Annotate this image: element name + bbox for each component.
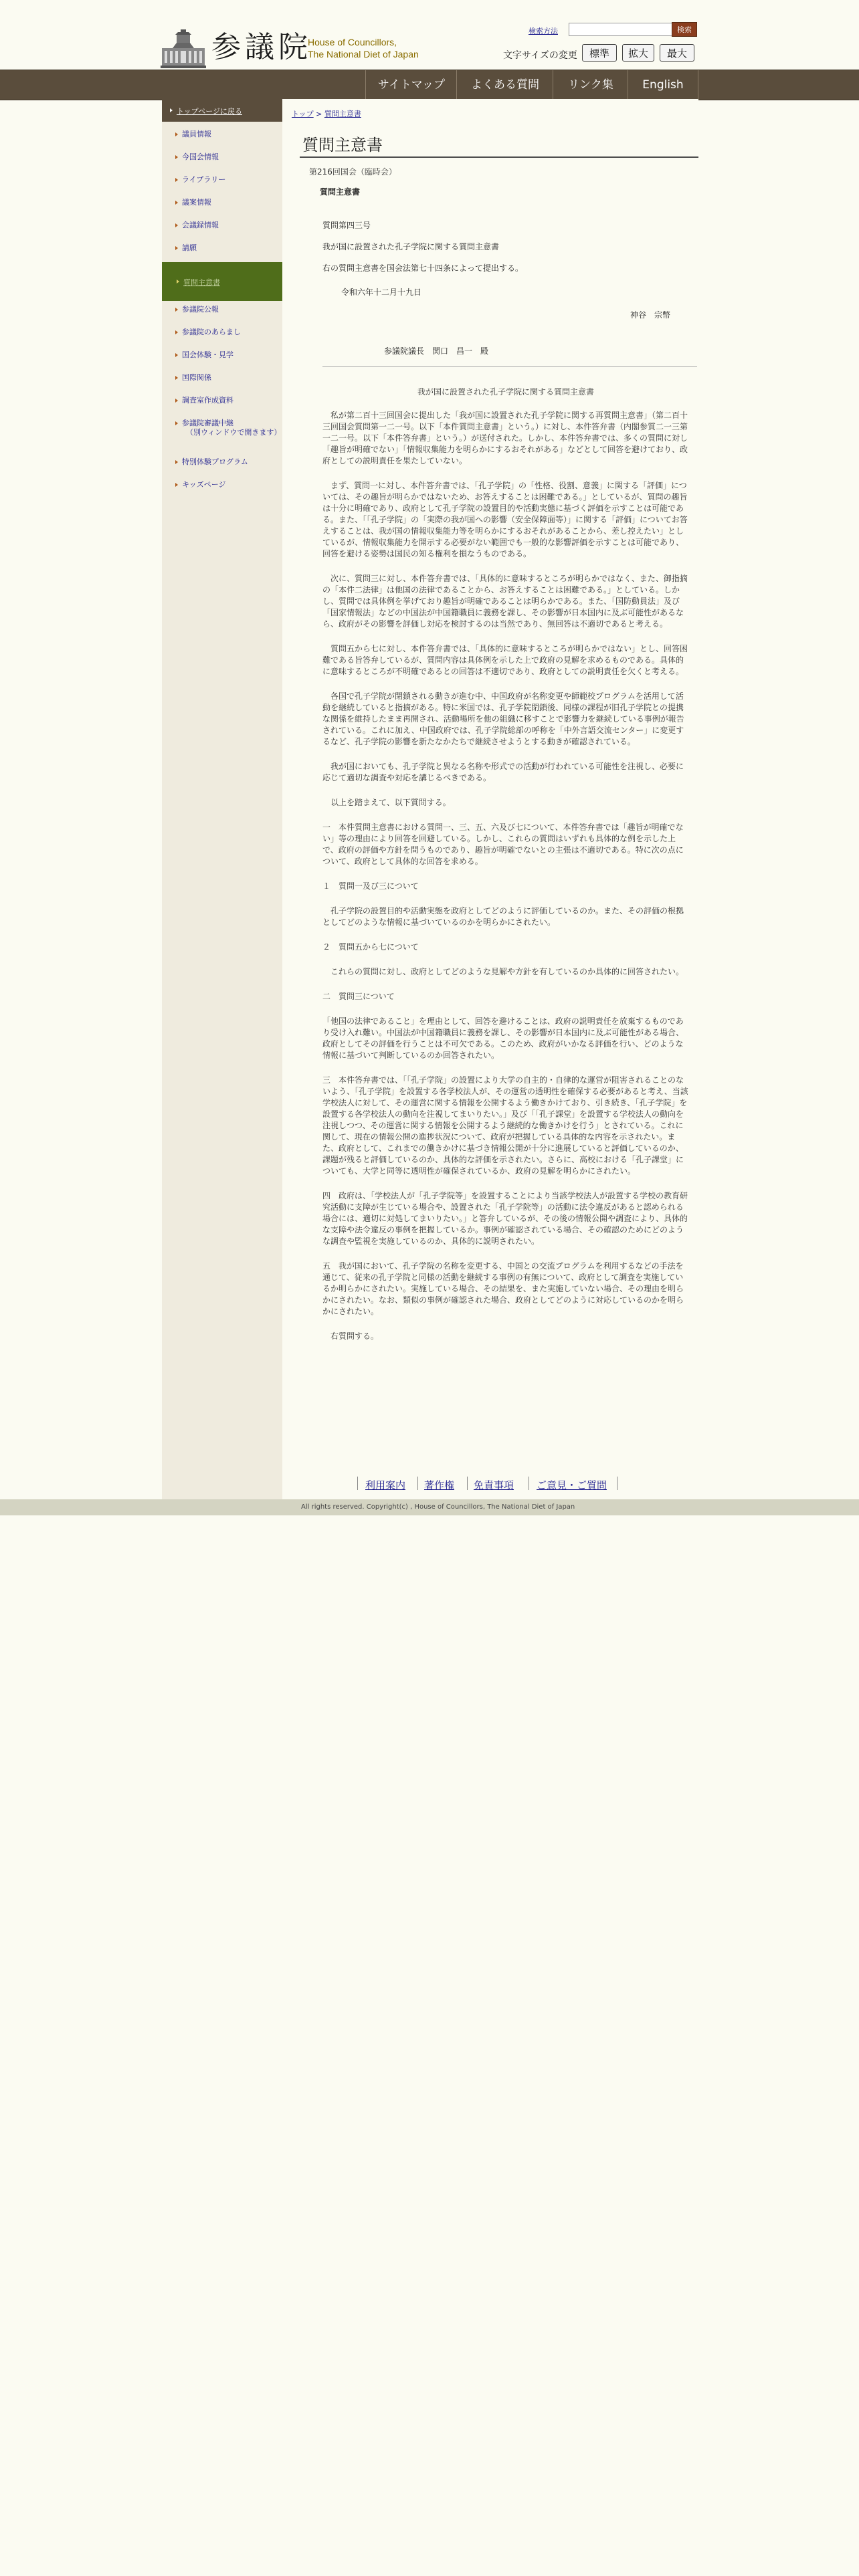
sidebar-item-label: 参議院のあらまし xyxy=(182,328,241,336)
document-heading: 質問主意書 xyxy=(320,187,361,197)
search-button[interactable]: 検索 xyxy=(672,22,697,37)
bullet-icon xyxy=(175,246,178,250)
sidebar-item-library[interactable] xyxy=(162,175,282,187)
sidebar-item-current-diet[interactable] xyxy=(162,152,282,165)
bullet-icon xyxy=(175,399,178,403)
font-size-standard-button[interactable]: 標準 xyxy=(582,44,617,62)
bullet-icon xyxy=(175,132,178,136)
sidebar-item-label-line1: 参議院審議中継 xyxy=(182,419,233,427)
font-size-large-button[interactable]: 拡大 xyxy=(622,44,654,62)
footer-link-disclaimer[interactable]: 免責事項 xyxy=(474,1479,514,1491)
sidebar-item-questions-active[interactable] xyxy=(162,262,282,301)
bullet-icon xyxy=(175,483,178,487)
addressee: 参議院議長 関口 昌一 殿 xyxy=(384,346,489,356)
bullet-icon xyxy=(175,223,178,227)
logo-english-line1: House of Councillors, xyxy=(308,37,397,47)
body-paragraph: 各国で孔子学院が閉鎖される動きが進む中、中国政府が名称変更や師範校プログラムを活用して活動を継続していると指摘がある。特に米国では、孔子学院閉鎖後、同様の課程が旧孔子学院との提携な関係を維持したまま再開され、活動場所を他の組織に移すことで影響力を継続している事例が報告されている。これに加え、中国政府では、孔子学院総部の呼称を「中外言語交流センター」に変更するなど、孔子学院の影響を新たなかたちで継続させようとする動きが確認されている。 xyxy=(322,691,684,746)
sidebar-item-minutes[interactable] xyxy=(162,221,282,233)
font-size-largest-button[interactable]: 最大 xyxy=(660,44,694,62)
sidebar-item-bills[interactable] xyxy=(162,198,282,210)
breadcrumb xyxy=(292,108,361,119)
body-paragraph: 以上を踏まえて、以下質問する。 xyxy=(322,798,451,807)
sidebar-item-label: ライブラリー xyxy=(182,175,226,184)
bullet-icon xyxy=(170,108,173,112)
site-logo[interactable] xyxy=(161,27,434,70)
footer-separator xyxy=(467,1477,468,1490)
sidebar-item-broadcast[interactable] xyxy=(162,419,282,440)
body-title: 我が国に設置された孔子学院に関する質問主意書 xyxy=(417,387,594,397)
search-input[interactable] xyxy=(569,23,673,36)
copyright-text: All rights reserved. Copyright(c) , House of Councillors, The National Diet of Japan xyxy=(301,1503,575,1511)
title-divider xyxy=(300,156,698,158)
sidebar-top-label: トップページに戻る xyxy=(177,107,243,116)
document-divider xyxy=(322,366,697,367)
sidebar-top-link[interactable] xyxy=(162,99,282,122)
body-paragraph: 四 政府は、「学校法人が「孔子学院等」を設置することにより当該学校法人が設置する学校の教育研究活動に支障が生じている場合や、設置された「孔子学院等」の活動に法令違反があると認められる場合には、適切に対処してまいりたい。」と答弁しているが、その後の情報公開や調査により、具体的な支障や法令違反の事例を把握しているか。事例が確認されている場合、その確認のためにどのような調査や監視を実施しているのか、具体的に説明されたい。 xyxy=(322,1191,688,1246)
sidebar-item-special-program[interactable] xyxy=(162,457,282,469)
sidebar-item-label: 会議録情報 xyxy=(182,221,219,229)
bullet-icon xyxy=(175,353,178,357)
body-paragraph: 五 我が国において、孔子学院の名称を変更する、中国との交流プログラムを利用するなどの手法を通じて、従来の孔子学院と同様の活動を継続する事例の有無について、政府として調査を実施しているか明らかにされたい。実施している場合、その結果を、また実施していない場合、その理由を明らかにされたい。なお、類似の事例が確認された場合、政府としてどのように対応しているのかを明らかにされたい。 xyxy=(322,1261,684,1316)
footer-link-usage[interactable]: 利用案内 xyxy=(365,1479,406,1491)
sidebar-item-label: 今国会情報 xyxy=(182,152,219,161)
logo-english-line2: The National Diet of Japan xyxy=(308,49,419,60)
body-paragraph: 右質問する。 xyxy=(322,1331,379,1341)
bullet-icon xyxy=(175,421,178,425)
sidebar-item-label: 国会体験・見学 xyxy=(182,350,233,359)
diet-building-icon xyxy=(161,28,206,68)
breadcrumb-home-link[interactable]: トップ xyxy=(292,110,314,118)
sidebar-item-label xyxy=(182,419,281,437)
search-help-link[interactable]: 検索方法 xyxy=(529,27,558,35)
bullet-icon xyxy=(175,308,178,312)
breadcrumb-current-link[interactable]: 質問主意書 xyxy=(324,110,361,118)
sidebar-item-kids[interactable] xyxy=(162,480,282,492)
bullet-icon xyxy=(175,376,178,380)
font-size-label: 文字サイズの変更 xyxy=(503,50,577,61)
sidebar-item-international[interactable] xyxy=(162,373,282,385)
submission-statement: 右の質問主意書を国会法第七十四条によって提出する。 xyxy=(322,263,524,273)
body-paragraph: 我が国においても、孔子学院と異なる名称や形式での活動が行われている可能性を注視し、必要に応じて適切な調査や対応を講じるべきである。 xyxy=(322,762,684,782)
header xyxy=(0,0,859,70)
bullet-icon xyxy=(175,201,178,205)
sidebar-item-label: 国際関係 xyxy=(182,373,211,382)
sidebar-item-label: 議案情報 xyxy=(182,198,211,207)
sidebar-item-visit[interactable] xyxy=(162,350,282,362)
body-paragraph: 私が第二百十三回国会に提出した「我が国に設置された孔子学院に関する再質問主意書」（第二百十三回国会質問第一二一号。以下「本件質問主意書」という。）に対し、本件答弁書（内閣参質二一三第一二一号。以下「本件答弁書」という。）が送付された。しかし、本件答弁書では、多くの質問に対し「趣旨が明確でない」「情報収集能力を明らかにするおそれがある」などとして回答を避けており、政府としての説明責任を果たしていない。 xyxy=(322,411,688,465)
sidebar-item-research[interactable] xyxy=(162,396,282,408)
bullet-icon xyxy=(175,178,178,182)
bullet-icon xyxy=(177,280,179,284)
body-paragraph: 二 質問三について xyxy=(322,992,395,1001)
gnav-sitemap[interactable]: サイトマップ xyxy=(365,70,457,100)
sidebar-item-label-line2: （別ウィンドウで開きます） xyxy=(186,428,282,437)
global-nav xyxy=(0,70,859,100)
sidebar-item-label: 特別体験プログラム xyxy=(182,457,248,466)
sidebar-item-members[interactable] xyxy=(162,130,282,142)
sidebar-item-overview[interactable] xyxy=(162,328,282,340)
question-body xyxy=(322,387,689,1356)
breadcrumb-separator: > xyxy=(313,110,324,118)
gnav-links[interactable]: リンク集 xyxy=(553,70,628,100)
sidebar-item-label: 請願 xyxy=(182,243,197,252)
footer-link-copyright[interactable]: 著作権 xyxy=(424,1479,455,1491)
page-title: 質問主意書 xyxy=(302,136,383,154)
bullet-icon xyxy=(175,155,178,159)
sidebar-item-petitions[interactable] xyxy=(162,243,282,255)
body-paragraph: まず、質問一に対し、本件答弁書では、「孔子学院」の「性格、役割、意義」に関する「評価」については、その趣旨が明らかではないため、お答えすることは困難である。」としているが、質問の趣旨は十分に明確であり、政府として孔子学院の設置目的や活動実態に基づく評価を示すことは可能である。また、「「孔子学院」の「実際の我が国への影響（安全保障面等）」に関する「評価」についてお答えすることは、我が国の情報収集能力等を明らかにするおそれがあることから、差し控えたい」としているが、情報収集能力を開示する必要がない範囲でも一般的な影響評価を示すことは可能であり、回答を避ける姿勢は国民の知る権利を損なうものである。 xyxy=(322,481,688,558)
sidebar-item-label: 議員情報 xyxy=(182,130,211,138)
footer-separator xyxy=(357,1477,358,1490)
footer-separator xyxy=(417,1477,418,1490)
sidebar-item-label: 調査室作成資料 xyxy=(182,396,233,405)
footer-link-feedback[interactable]: ご意見・ご質問 xyxy=(537,1479,607,1491)
sidebar xyxy=(162,99,283,1499)
body-paragraph: 質問五から七に対し、本件答弁書では、「具体的に意味するところが明らかではない」とし、回答困難である旨答弁しているが、質問内容は具体例を示した上で政府の見解を求めるものである。具体的に意味するところが不明確であるとの回答は不適切であり、政府としての説明責任を欠くと考える。 xyxy=(322,644,688,676)
main-content xyxy=(282,99,698,1499)
body-paragraph: 次に、質問三に対し、本件答弁書では、「具体的に意味するところが明らかではなく、また、御指摘の「本件二法律」は他国の法律であることから、お答えすることは困難である。」としている。しかし、質問では具体例を挙げており趣旨が明確であることは明らかである。また、「国防動員法」及び「国家情報法」などの中国法が中国籍職員に義務を課し、その影響が日本国内に及ぶ可能性があるなら、政府がその影響を評価し対応を検討するのは当然であり、無回答は不適切であると考える。 xyxy=(322,574,688,629)
sidebar-item-label: キッズページ xyxy=(182,480,226,489)
copyright-bar xyxy=(0,1499,859,1515)
bullet-icon xyxy=(175,330,178,334)
sidebar-item-label: 質問主意書 xyxy=(183,278,220,287)
body-paragraph: 一 本件質問主意書における質問一、三、五、六及び七について、本件答弁書では「趣旨が明確でない」等の理由により回答を回避している。しかし、これらの質問はいずれも具体的な例を示した上で、政府の評価や方針を問うものであり、趣旨が明確でないとの主張は不適切である。特に次の点について、政府として具体的な回答を求める。 xyxy=(322,823,684,866)
body-paragraph: １ 質問一及び三について xyxy=(322,881,419,891)
question-subject: 我が国に設置された孔子学院に関する質問主意書 xyxy=(322,242,500,251)
question-author: 神谷 宗幣 xyxy=(630,310,671,320)
submission-date: 令和六年十二月十九日 xyxy=(341,288,422,297)
logo-japanese-text: 参議院 xyxy=(211,30,312,64)
body-paragraph: 「他国の法律であること」を理由として、回答を避けることは、政府の説明責任を放棄するものであり受け入れ難い。中国法が中国籍職員に義務を課し、その影響が日本国内に及ぶ可能性がある場合、政府としてその評価を行うことは不可欠である。このため、政府がいかなる評価を行い、どのような情報に基づいて判断しているのか回答されたい。 xyxy=(322,1016,684,1060)
body-paragraph: 孔子学院の設置目的や活動実態を政府としてどのように評価しているのか。また、その評価の根拠としてどのような情報に基づいているのかを明らかにされたい。 xyxy=(322,906,684,927)
sidebar-item-label: 参議院公報 xyxy=(182,305,219,314)
gnav-faq[interactable]: よくある質問 xyxy=(456,70,553,100)
bullet-icon xyxy=(175,460,178,464)
body-paragraph: これらの質問に対し、政府としてどのような見解や方針を有しているのか具体的に回答されたい。 xyxy=(322,967,684,976)
body-paragraph: 三 本件答弁書では、「「孔子学院」の設置により大学の自主的・自律的な運営が阻害されることのないよう、「孔子学院」を設置する各学校法人が、その運営の透明性を確保する必要があると考え、当該学校法人に対して、その運営に関する情報を公開するよう働きかけており、引き続き、「孔子学院」を設置する各学校法人の動向を注視してまいりたい。」及び「「孔子課堂」を設置する学校法人の動向を注視しつつ、その運営に関する情報を公開するよう継続的な働きかけを行う」とされている。これに関して、現在の情報公開の進捗状況について、政府が把握している具体的な内容を示されたい。また、政府として、これまでの働きかけに基づき情報公開が十分に進展していると評価しているのか、課題が残ると評価しているのか、具体的な評価を示されたい。さらに、高校における「孔子課堂」についても、大学と同等に透明性が確保されているか、政府の見解を明らかにされたい。 xyxy=(322,1075,688,1176)
logo-english-text xyxy=(308,36,419,60)
gnav-english[interactable]: English xyxy=(628,70,698,100)
sidebar-item-bulletin[interactable] xyxy=(162,305,282,317)
body-paragraph: ２ 質問五から七について xyxy=(322,942,419,952)
question-number: 質問第四三号 xyxy=(322,221,371,230)
footer-links xyxy=(322,1474,697,1494)
diet-session: 第216回国会（臨時会） xyxy=(309,167,397,177)
